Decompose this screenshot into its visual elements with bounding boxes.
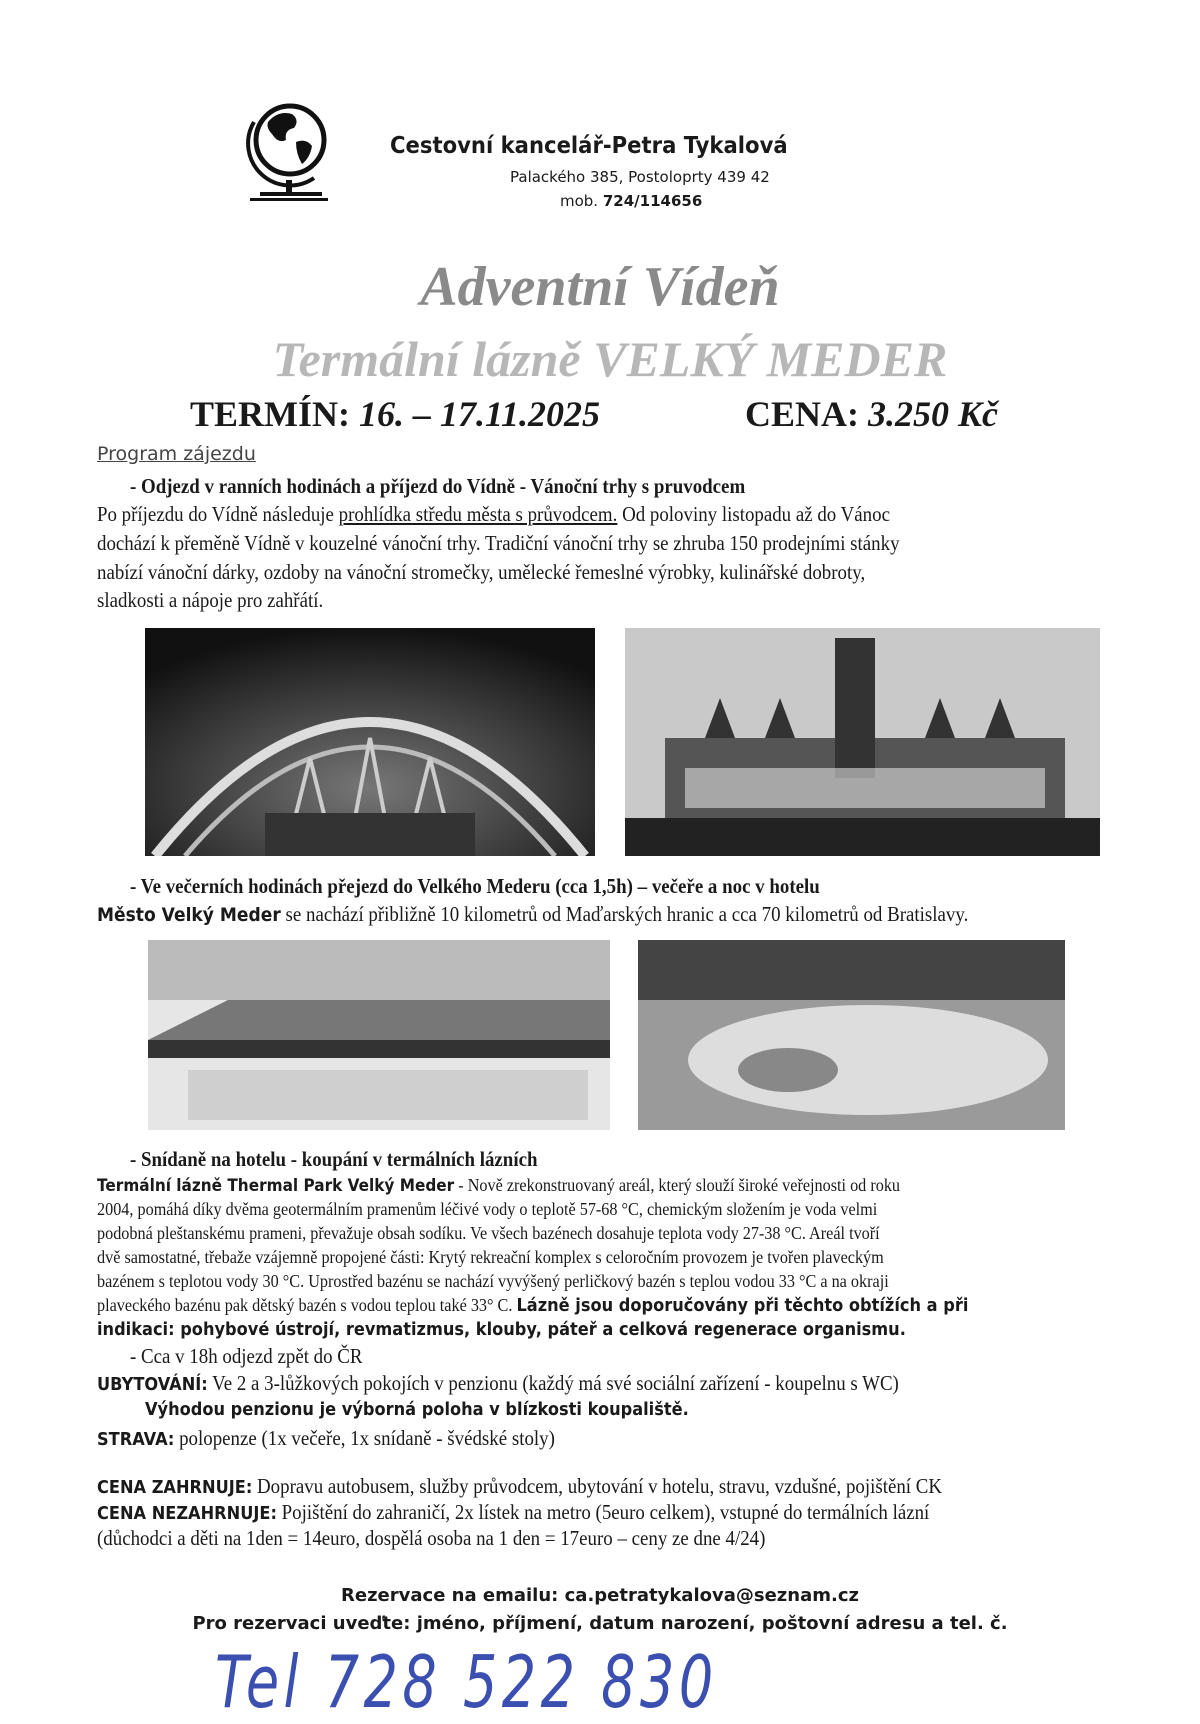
program-heading: Program zájezdu [97, 443, 256, 465]
text: Město Velký Meder [97, 904, 281, 926]
photo-thermal-park-outdoor [148, 940, 610, 1130]
day1-line4: sladkosti a nápoje pro zahřátí. [97, 588, 324, 612]
day1-line2: dochází k přeměně Vídně v kouzelné vánoční trhy. Tradiční vánoční trhy se zhruba 150 prodejními stánky [97, 531, 900, 555]
text: Lázně jsou doporučovány při těchto obtížích a při [516, 1295, 969, 1316]
day2-line5: bazénem s teplotou vody 30 °C. Uprostřed bazénu se nachází vyvýšený perličkový bazén s teplou vodou 33 °C a na okraji [97, 1271, 889, 1291]
day2-line2: 2004, pomáhá díky dvěma geotermálním pramenům léčivé vody o teplotě 57-68 °C, chemickým složením je voda velmi [97, 1199, 878, 1219]
text: se nachází přibližně 10 kilometrů od Maďarských hranic a cca 70 kilometrů od Bratislavy. [280, 902, 969, 926]
reservation-instructions: Pro rezervaci uveďte: jméno, příjmení, datum narození, poštovní adresu a tel. č. [192, 1613, 1008, 1634]
text: Po příjezdu do Vídně následuje [97, 502, 339, 526]
accommodation [97, 1371, 899, 1396]
termin-label: TERMÍN: [190, 394, 350, 434]
day2-line1 [97, 1175, 900, 1196]
evening-line1 [97, 902, 968, 927]
photo-thermal-park-indoor-pool [638, 940, 1065, 1130]
mob-label: mob. [560, 192, 599, 210]
termin-value: 16. – 17.11.2025 [359, 394, 601, 434]
text: UBYTOVÁNÍ: [97, 1374, 208, 1395]
mob-number: 724/114656 [602, 192, 703, 210]
handwritten-phone: Tel 728 522 830 [215, 1640, 718, 1724]
company-phone [560, 192, 702, 210]
day1-line1 [97, 502, 890, 527]
text: - Nově zrekonstruovaný areál, který slouží široké veřejnosti od roku [454, 1175, 901, 1195]
price-excludes-detail: (důchodci a děti na 1den = 14euro, dospělá osoba na 1 den = 17euro – ceny ze dne 4/24) [97, 1526, 766, 1550]
text: Pojištění do zahraničí, 2x lístek na metro (5euro celkem), vstupné do termálních lázní [276, 1500, 930, 1524]
price-excludes [97, 1500, 929, 1525]
cena-value: 3.250 Kč [868, 394, 998, 434]
text: STRAVA: [97, 1429, 175, 1450]
trip-date [190, 393, 600, 435]
text: Dopravu autobusem, služby průvodcem, ubytování v hotelu, stravu, vzdušné, pojištění CK [252, 1474, 943, 1498]
day2-line7: indikaci: pohybové ústrojí, revmatizmus, klouby, páteř a celková regenerace organismu. [97, 1319, 906, 1340]
price-includes [97, 1474, 942, 1499]
tour-link[interactable]: prohlídka středu města s průvodcem. [338, 502, 618, 526]
day1-line3: nabízí vánoční dárky, ozdoby na vánoční stromečky, umělecké řemeslné výrobky, kulinářské dobroty, [97, 560, 866, 584]
accommodation-advantage: Výhodou penzionu je výborná poloha v blízkosti koupaliště. [145, 1399, 689, 1420]
text: Termální lázně Thermal Park Velký Meder [97, 1176, 455, 1196]
day2-line6 [97, 1295, 968, 1316]
text: polopenze (1x večeře, 1x snídaně - švédské stoly) [174, 1426, 555, 1450]
trip-price [745, 393, 998, 435]
page-subtitle: Termální lázně VELKÝ MEDER [272, 331, 948, 387]
day2-line4: dvě samostatné, třebaže vzájemně propojené části: Krytý rekreační komplex s celoročním provozem je tvořen plaveckým [97, 1247, 884, 1267]
text: CENA ZAHRNUJE: [97, 1477, 253, 1498]
return-bullet: - Cca v 18h odjezd zpět do ČR [130, 1344, 363, 1368]
page-title: Adventní Vídeň [420, 256, 780, 318]
evening-bullet: - Ve večerních hodinách přejezd do Velkého Mederu (cca 1,5h) – večeře a noc v hotelu [130, 874, 820, 898]
reservation-email: Rezervace na emailu: ca.petratykalova@seznam.cz [341, 1585, 859, 1606]
photo-vienna-city-hall [625, 628, 1100, 856]
company-address: Palackého 385, Postoloprty 439 42 [510, 168, 770, 186]
text: CENA NEZAHRNUJE: [97, 1503, 277, 1524]
day1-bullet: - Odjezd v ranních hodinách a příjezd do Vídně - Vánoční trhy s pruvodcem [130, 474, 746, 498]
globe-logo-icon [240, 92, 340, 207]
meals [97, 1426, 555, 1451]
text: plaveckého bazénu pak dětský bazén s vodou teplou také 33° C. [97, 1295, 517, 1315]
day2-line3: podobná pleštanskému prameni, převažuje obsah sodíku. Ve všech bazénech dosahuje teplota vody 27-38 °C. Areál tvoří [97, 1223, 880, 1243]
company-name: Cestovní kancelář-Petra Tykalová [390, 133, 788, 159]
day2-bullet: - Snídaně na hotelu - koupání v termálních lázních [130, 1147, 538, 1171]
text: Od poloviny listopadu až do Vánoc [617, 502, 890, 526]
photo-christmas-market-arch [145, 628, 595, 856]
text: Ve 2 a 3-lůžkových pokojích v penzionu (každý má své sociální zařízení - koupelnu s WC) [207, 1371, 899, 1395]
cena-label: CENA: [745, 394, 859, 434]
